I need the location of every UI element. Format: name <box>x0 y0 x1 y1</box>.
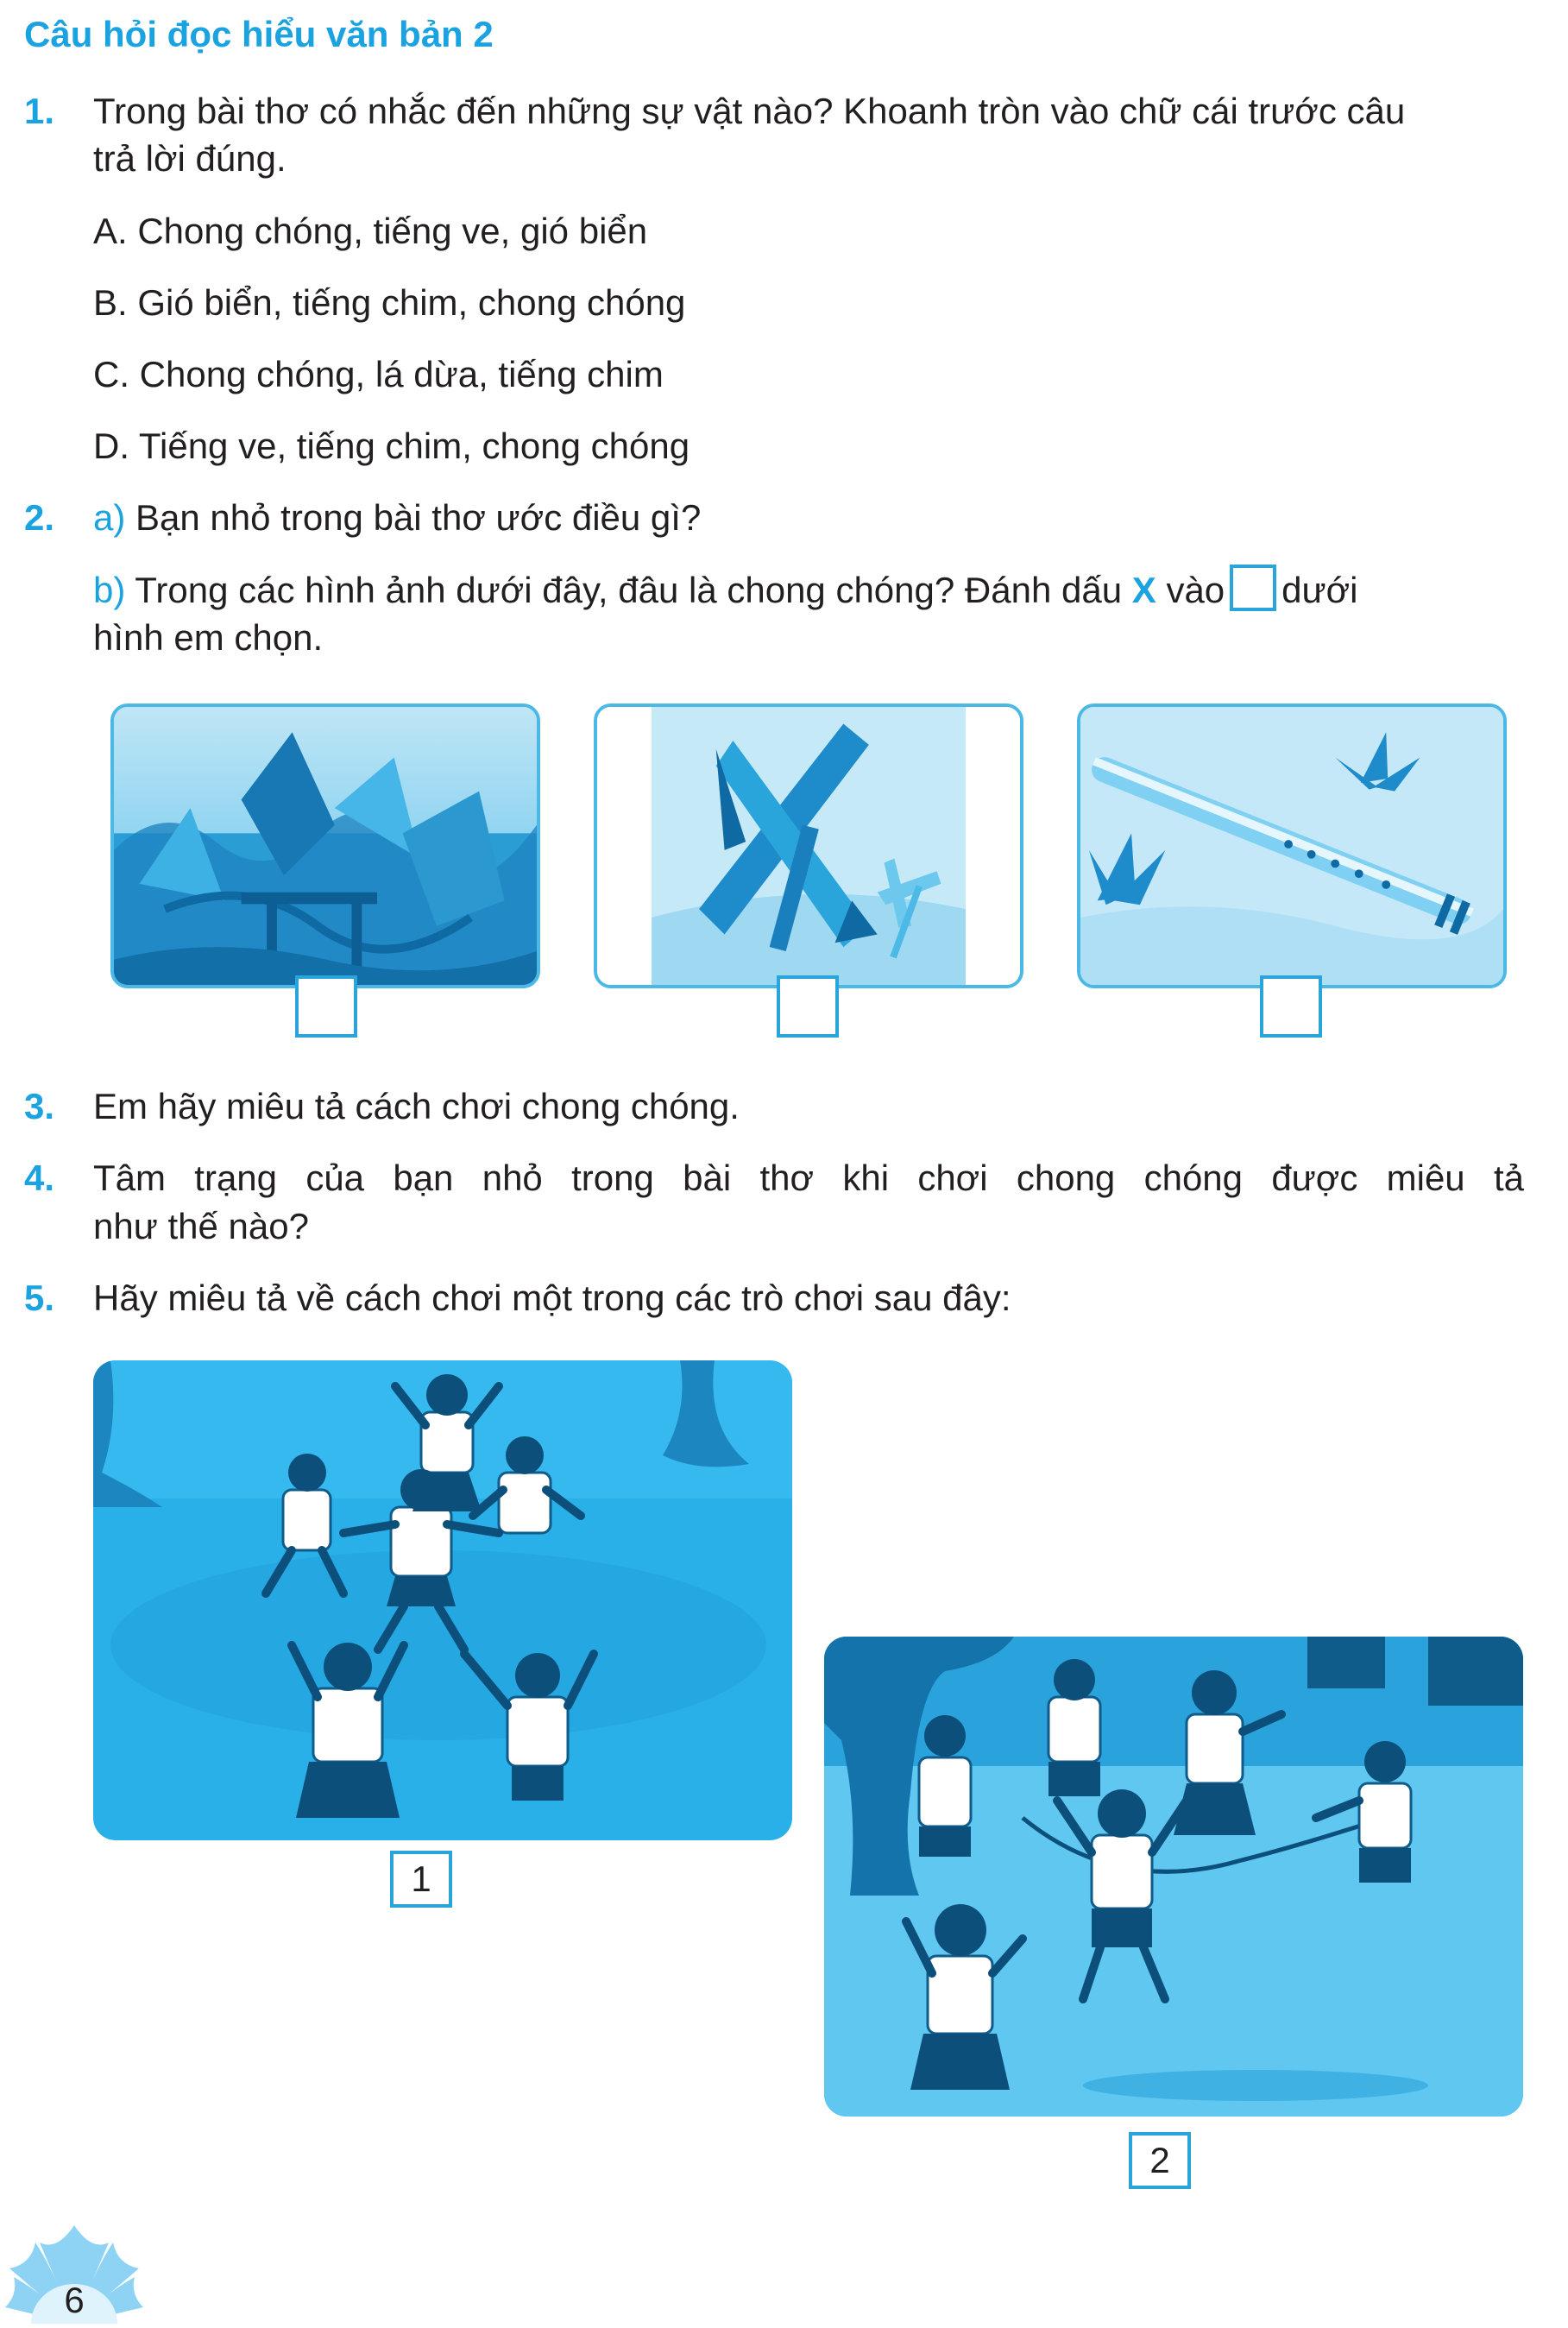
question-number-5: 5. <box>24 1278 55 1318</box>
illustration-jump-rope-game <box>824 1637 1523 2117</box>
x-mark: X <box>1131 570 1156 610</box>
photo-pinwheel <box>594 703 1023 988</box>
question-number-3: 3. <box>24 1086 55 1126</box>
inline-checkbox-icon <box>1230 565 1276 611</box>
question-2a-text: Bạn nhỏ trong bài thơ ước điều gì? <box>135 497 702 538</box>
page-number-badge <box>5 2225 143 2324</box>
question-2b-line-1 <box>93 565 1531 615</box>
page-number: 6 <box>64 2280 85 2320</box>
option-d[interactable]: D. Tiếng ve, tiếng chim, chong chóng <box>93 426 690 466</box>
illustration-1-label: 1 <box>390 1851 452 1908</box>
question-number-4: 4. <box>24 1158 55 1198</box>
question-5-text: Hãy miêu tả về cách chơi một trong các trò chơi sau đây: <box>93 1278 1011 1318</box>
option-b[interactable]: B. Gió biển, tiếng chim, chong chóng <box>93 282 686 323</box>
question-1-line-2: trả lời đúng. <box>93 138 287 179</box>
section-title: Câu hỏi đọc hiểu văn bản 2 <box>24 14 494 54</box>
question-2a-label: a) <box>93 497 126 538</box>
illustration-2-label: 2 <box>1129 2132 1191 2189</box>
question-1-line-1: Trong bài thơ có nhắc đến những sự vật nào? Khoanh tròn vào chữ cái trước câu <box>93 91 1406 131</box>
question-2b-line-2: hình em chọn. <box>93 617 324 658</box>
question-2b-text-3: dưới <box>1281 570 1358 610</box>
question-2b-text: Trong các hình ảnh dưới đây, đâu là chong chóng? Đánh dấu <box>135 570 1123 610</box>
question-4-line-1: Tâm trạng của bạn nhỏ trong bài thơ khi chơi chong chóng được miêu tả <box>93 1158 1524 1198</box>
checkbox-photo-2[interactable] <box>777 975 839 1038</box>
question-2a <box>93 493 701 543</box>
illustration-blindfold-game <box>93 1360 792 1840</box>
option-a[interactable]: A. Chong chóng, tiếng ve, gió biển <box>93 211 648 251</box>
photo-kites <box>110 703 540 988</box>
photo-flute <box>1077 703 1507 988</box>
checkbox-photo-3[interactable] <box>1260 975 1322 1038</box>
checkbox-photo-1[interactable] <box>295 975 357 1038</box>
question-2b-label: b) <box>93 570 126 610</box>
question-number-1: 1. <box>24 91 55 131</box>
option-c[interactable]: C. Chong chóng, lá dừa, tiếng chim <box>93 354 664 394</box>
question-number-2: 2. <box>24 497 55 538</box>
question-3-text: Em hãy miêu tả cách chơi chong chóng. <box>93 1086 740 1126</box>
question-4-line-2: như thế nào? <box>93 1206 309 1246</box>
question-2b-text-2: vào <box>1166 570 1225 610</box>
